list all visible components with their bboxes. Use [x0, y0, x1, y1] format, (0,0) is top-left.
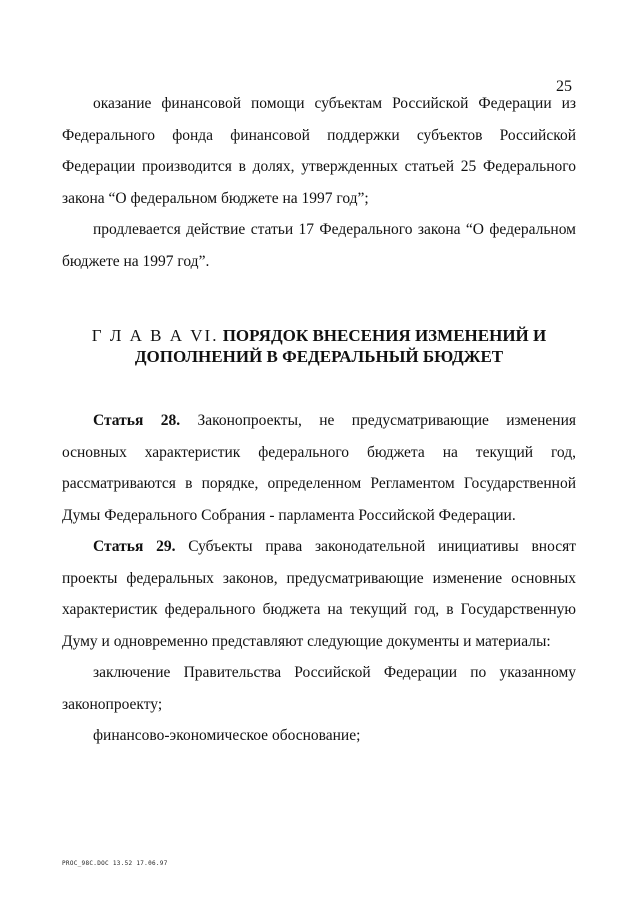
- page-number: 25: [556, 78, 572, 95]
- article-28-text: Законопроекты, не предусматривающие изменения основных характеристик федерального бюджета на текущий год, рассматриваются в порядке, определенном Регламентом Государственной Думы Федерального Собрания - парламента Российской Федерации.: [62, 412, 577, 524]
- chapter-title-line1: ПОРЯДОК ВНЕСЕНИЯ ИЗМЕНЕНИЙ И: [222, 326, 547, 345]
- article-29-paragraph: [62, 531, 576, 657]
- text-block-top: [62, 88, 576, 277]
- chapter-heading-line1: [62, 325, 576, 346]
- chapter-title-line2: ДОПОЛНЕНИЙ В ФЕДЕРАЛЬНЫЙ БЮДЖЕТ: [134, 347, 504, 366]
- chapter-heading: [62, 325, 576, 367]
- article-29-text: Субъекты права законодательной инициативы вносят проекты федеральных законов, предусматривающие изменение основных характеристик федерального бюджета на текущий год, в Государственную Думу и одновременно представляют следующие документы и материалы:: [62, 538, 576, 650]
- article-28-label: Статья 28.: [93, 412, 181, 429]
- paragraph-financial-assistance: оказание финансовой помощи субъектам Российской Федерации из Федерального фонда финансовой поддержки субъектов Российской Федерации производится в долях, утвержденных статьей 25 Федерального закона “О федеральном бюджете на 1997 год”;: [62, 95, 576, 207]
- paragraph-extension-article-17: продлевается действие статьи 17 Федерального закона “О федеральном бюджете на 1997 год”.: [62, 221, 576, 270]
- article-29-label: Статья 29.: [93, 538, 176, 555]
- article-28-paragraph: [62, 405, 576, 531]
- chapter-label: Г Л А В А VI.: [91, 326, 219, 345]
- list-item-financial-justification: финансово-экономическое обоснование;: [93, 727, 361, 744]
- text-block-articles: [62, 405, 576, 752]
- list-item-government-conclusion: заключение Правительства Российской Федерации по указанному законопроекту;: [62, 664, 576, 713]
- document-footer-filename: PROC_98C.DOC 13.52 17.06.97: [62, 860, 168, 867]
